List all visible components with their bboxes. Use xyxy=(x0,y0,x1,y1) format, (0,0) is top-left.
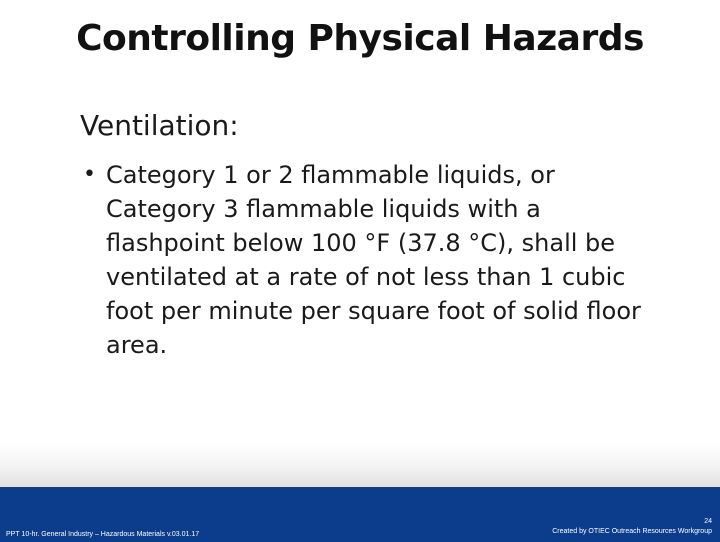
bullet-icon: • xyxy=(83,162,96,187)
slide-content xyxy=(80,108,660,362)
bullet-item xyxy=(80,158,660,362)
slide-title: Controlling Physical Hazards xyxy=(76,18,644,59)
section-heading: Ventilation: xyxy=(80,109,239,142)
footer-right xyxy=(552,517,712,537)
footer-credit: Created by OTIEC Outreach Resources Workgroup xyxy=(552,528,712,535)
bullet-list xyxy=(80,158,660,362)
bullet-text: Category 1 or 2 flammable liquids, or Category 3 flammable liquids with a flashpoint below 100 °F (37.8 °C), shall be ventilated at a rate of not less than 1 cubic foot per minute per square foot of solid floor area. xyxy=(106,161,641,359)
footer-course-label: PPT 10-hr. General Industry – Hazardous Materials v.03.01.17 xyxy=(6,531,200,538)
page-number: 24 xyxy=(704,518,712,525)
footer-bar xyxy=(0,487,720,542)
